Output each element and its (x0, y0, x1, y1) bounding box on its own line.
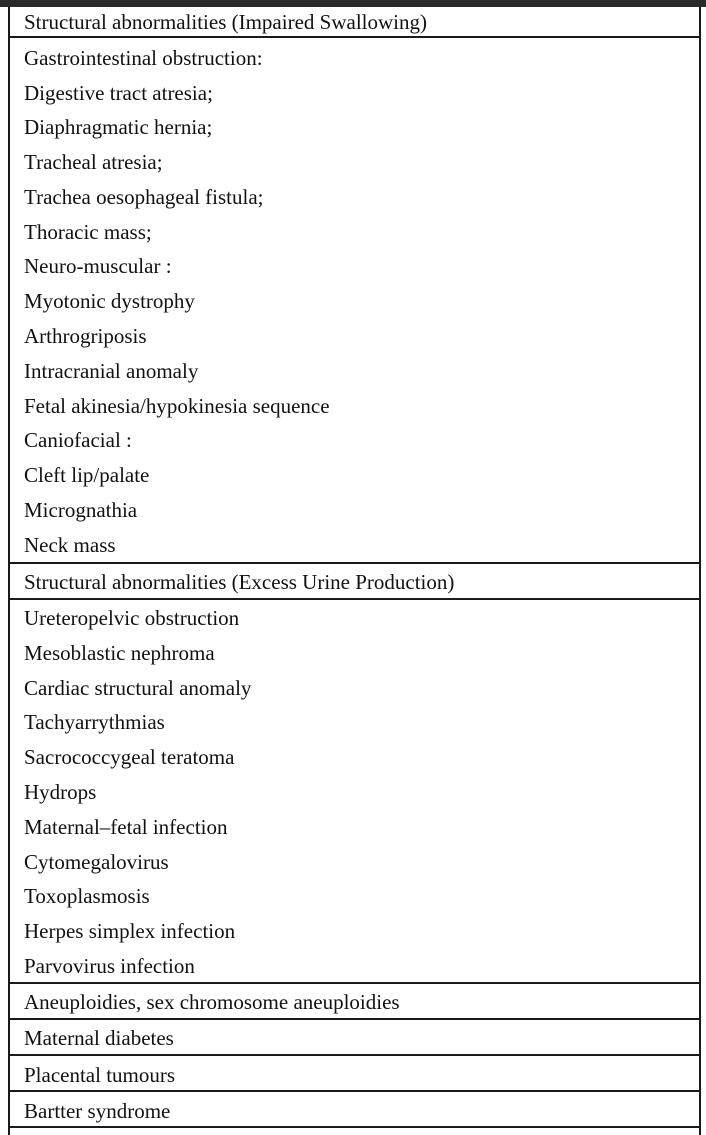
list-item: Tachyarrythmias (24, 710, 165, 734)
list-item: Myotonic dystrophy (24, 289, 195, 313)
list-item: Mesoblastic nephroma (24, 641, 215, 665)
list-item: Caniofacial : (24, 428, 132, 452)
list-item: Intracranial anomaly (24, 359, 199, 383)
list-item: Hydrops (24, 780, 97, 804)
row-aneuploidies: Aneuploidies, sex chromosome aneuploidies (24, 990, 400, 1014)
list-item: Ureteropelvic obstruction (24, 606, 240, 630)
list-item: Thoracic mass; (24, 220, 152, 244)
causes-table (8, 7, 701, 1135)
list-item: Cytomegalovirus (24, 850, 169, 874)
list-item: Cleft lip/palate (24, 463, 150, 487)
list-item: Gastrointestinal obstruction: (24, 46, 263, 70)
table-rule (10, 598, 699, 600)
list-item: Micrognathia (24, 498, 138, 522)
list-item: Parvovirus infection (24, 954, 195, 978)
row-placental-tumours: Placental tumours (24, 1063, 176, 1087)
list-item: Herpes simplex infection (24, 919, 236, 943)
table-rule (10, 1018, 699, 1020)
table-rule (10, 1090, 699, 1092)
list-item: Toxoplasmosis (24, 884, 150, 908)
row-bartter-syndrome: Bartter syndrome (24, 1099, 171, 1123)
list-item: Sacrococcygeal teratoma (24, 745, 235, 769)
list-item: Digestive tract atresia; (24, 81, 213, 105)
table-rule (10, 982, 699, 984)
table-rule (10, 36, 699, 38)
section-header-impaired-swallowing: Structural abnormalities (Impaired Swallowing) (24, 10, 427, 34)
list-item: Maternal–fetal infection (24, 815, 228, 839)
table-rule (10, 1126, 699, 1128)
section-header-excess-urine: Structural abnormalities (Excess Urine Production) (24, 570, 455, 594)
list-item: Cardiac structural anomaly (24, 676, 252, 700)
list-item: Neck mass (24, 533, 116, 557)
row-maternal-diabetes: Maternal diabetes (24, 1026, 174, 1050)
list-item: Diaphragmatic hernia; (24, 115, 213, 139)
list-item: Tracheal atresia; (24, 150, 163, 174)
list-item: Trachea oesophageal fistula; (24, 185, 264, 209)
list-item: Fetal akinesia/hypokinesia sequence (24, 394, 330, 418)
table-rule (10, 562, 699, 564)
list-item: Neuro-muscular : (24, 254, 172, 278)
list-item: Arthrogriposis (24, 324, 147, 348)
table-rule (10, 1054, 699, 1056)
